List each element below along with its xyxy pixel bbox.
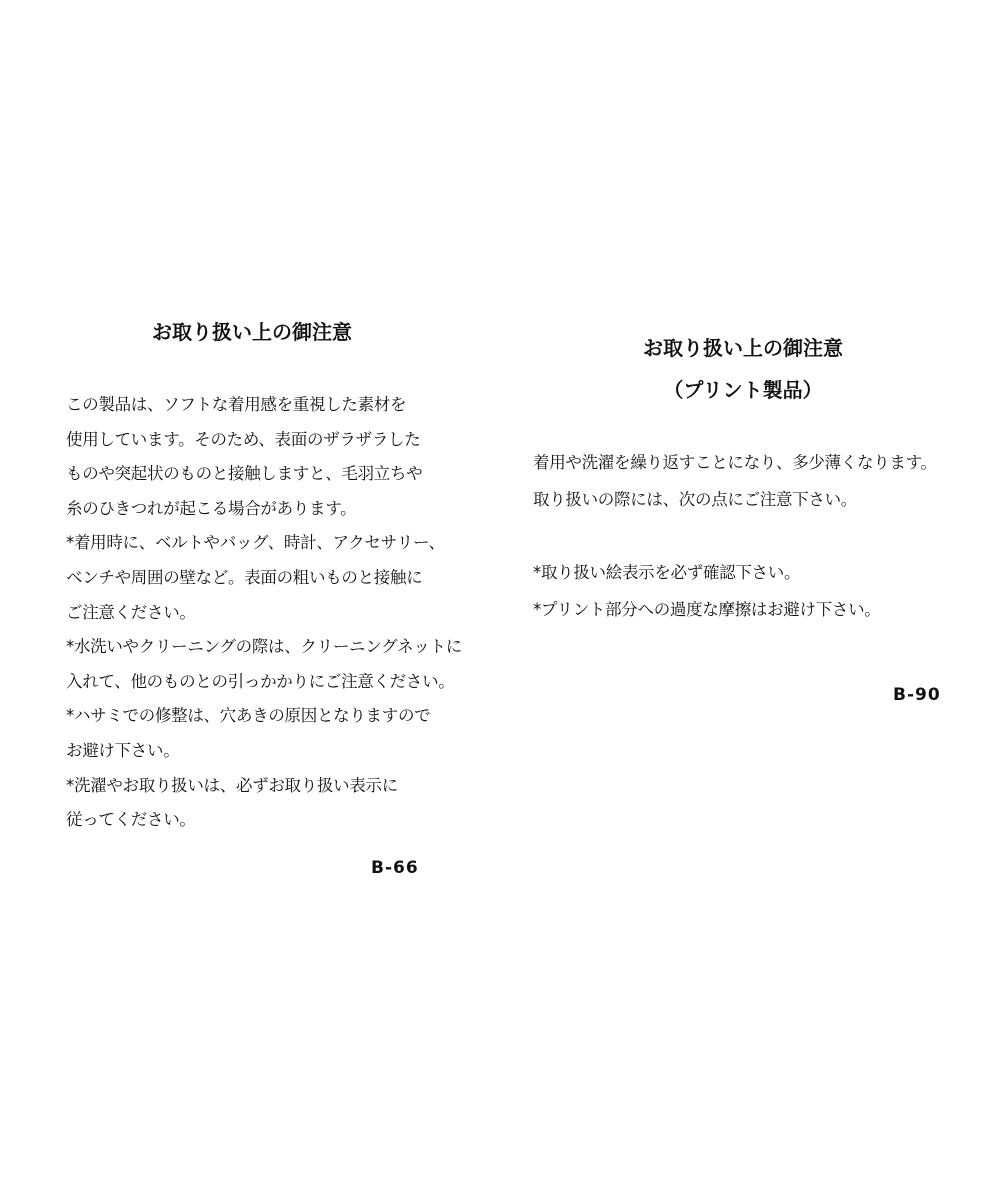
product-code-left: B-66 — [371, 858, 419, 878]
product-code-right: B-90 — [893, 685, 941, 705]
notice-line: 取り扱いの際には、次の点にご注意下さい。 — [533, 490, 858, 509]
notice-line: 使用しています。そのため、表面のザラザラした — [66, 429, 421, 449]
notice-title: お取り扱い上の御注意 — [643, 336, 843, 360]
notice-line: ものや突起状のものと接触しますと、毛羽立ちや — [66, 464, 423, 484]
notice-line: ベンチや周囲の壁など。表面の粗いものと接触に — [66, 567, 423, 587]
notice-line: ご注意ください。 — [66, 602, 196, 622]
notice-line: 入れて、他のものとの引っかかりにご注意ください。 — [66, 671, 455, 691]
notice-line: *取り扱い絵表示を必ず確認下さい。 — [533, 563, 801, 582]
notice-line: 従ってください。 — [66, 810, 196, 830]
notice-line: この製品は、ソフトな着用感を重視した素材を — [66, 395, 407, 414]
notice-line: *ハサミでの修整は、穴あきの原因となりますので — [66, 706, 431, 726]
notice-body — [533, 444, 953, 628]
notice-line: 着用や洗濯を繰り返すことになり、多少薄くなります。 — [533, 453, 937, 472]
notice-line: *洗濯やお取り扱いは、必ずお取り扱い表示に — [66, 775, 398, 795]
notice-subtitle: （プリント製品） — [663, 378, 823, 402]
notice-body — [66, 388, 462, 838]
paragraph-gap — [533, 518, 953, 554]
care-notice-left — [66, 318, 462, 838]
notice-line: *プリント部分への過度な摩擦はお避け下さい。 — [533, 600, 881, 619]
notice-line: *着用時に、ベルトやバッグ、時計、アクセサリー、 — [66, 533, 445, 553]
notice-line: *水洗いやクリーニングの際は、クリーニングネットに — [66, 637, 462, 657]
care-notice-right — [533, 334, 953, 628]
notice-title: お取り扱い上の御注意 — [152, 320, 352, 344]
notice-line: お避け下さい。 — [66, 740, 180, 760]
notice-line: 糸のひきつれが起こる場合があります。 — [66, 498, 357, 518]
